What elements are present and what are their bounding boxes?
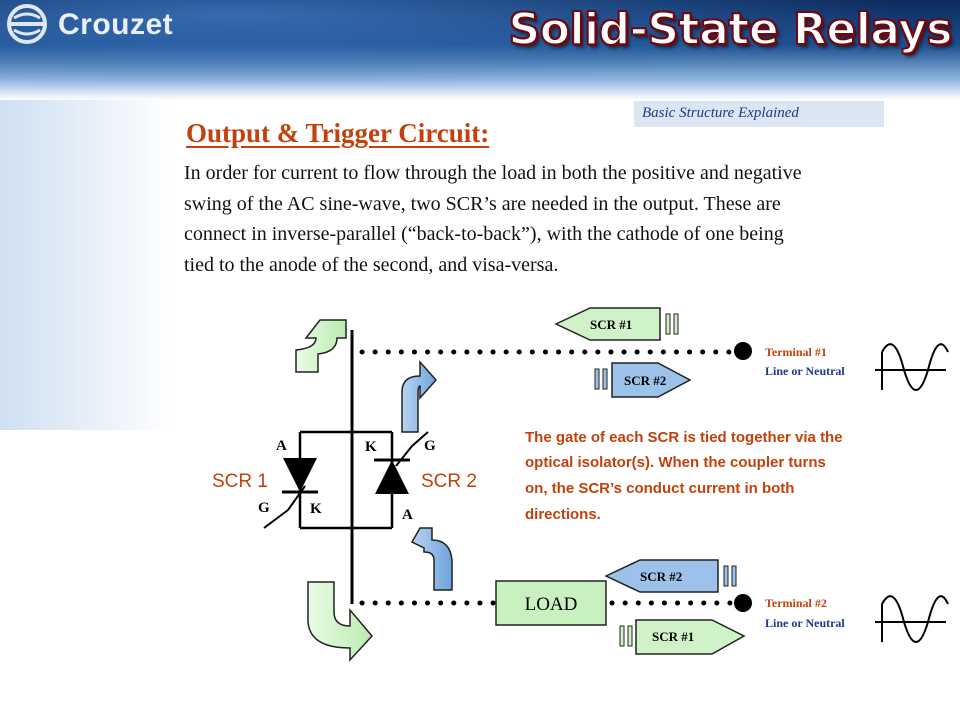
arrow-label-top-left: SCR #1 [590, 317, 633, 332]
brand-name: Crouzet [58, 8, 174, 41]
body-line: connect in inverse-parallel (“back-to-back”), with the cathode of one being [184, 223, 784, 245]
sine-wave-terminal1-icon [875, 344, 948, 390]
scr2-anode-label: A [402, 507, 413, 523]
load-label: LOAD [524, 594, 578, 615]
arrow-label-bottom-left: SCR #2 [640, 569, 683, 584]
section-heading: Output & Trigger Circuit: [186, 118, 490, 148]
arrow-label-bottom-right: SCR #1 [652, 629, 695, 644]
terminal2-sub: Line or Neutral [765, 616, 845, 630]
gate-note-line: on, the SCR’s conduct current in both [525, 480, 795, 497]
terminal1-sub: Line or Neutral [765, 364, 845, 378]
scr1-label: SCR 1 [212, 471, 268, 492]
scr1-cathode-label: K [310, 501, 322, 517]
gate-note-line: The gate of each SCR is tied together via the [525, 429, 843, 446]
gate-note-line: directions. [525, 506, 601, 523]
curved-arrow-blue-top [402, 362, 436, 432]
gate-note-line: optical isolator(s). When the coupler turns [525, 454, 826, 471]
scr2-cathode-label: K [365, 439, 377, 455]
slide-title: Solid-State Relays [508, 4, 952, 55]
sine-wave-terminal2-icon [875, 596, 948, 642]
scr2-gate-label: G [424, 438, 436, 454]
body-line: swing of the AC sine-wave, two SCR’s are needed in the output. These are [184, 192, 781, 215]
scr1-gate-label: G [258, 500, 270, 516]
scr2-label: SCR 2 [421, 471, 477, 492]
body-line: In order for current to flow through the load in both the positive and negative [184, 162, 802, 184]
subtitle-tag: Basic Structure Explained [634, 101, 884, 127]
terminal1-name: Terminal #1 [765, 345, 827, 359]
scr1-symbol [264, 458, 318, 528]
body-line: tied to the anode of the second, and visa-versa. [184, 253, 559, 276]
curved-arrow-green-bottom [308, 582, 372, 660]
terminal1-dot [734, 342, 752, 360]
scr2-symbol [374, 432, 428, 494]
curved-arrow-green-top [296, 320, 346, 372]
scr1-anode-label: A [276, 438, 287, 454]
curved-arrow-blue-bottom [412, 528, 452, 590]
terminal2-dot [734, 594, 752, 612]
arrow-label-top-right: SCR #2 [624, 373, 667, 388]
terminal2-name: Terminal #2 [765, 596, 827, 610]
gate-note [525, 429, 843, 523]
